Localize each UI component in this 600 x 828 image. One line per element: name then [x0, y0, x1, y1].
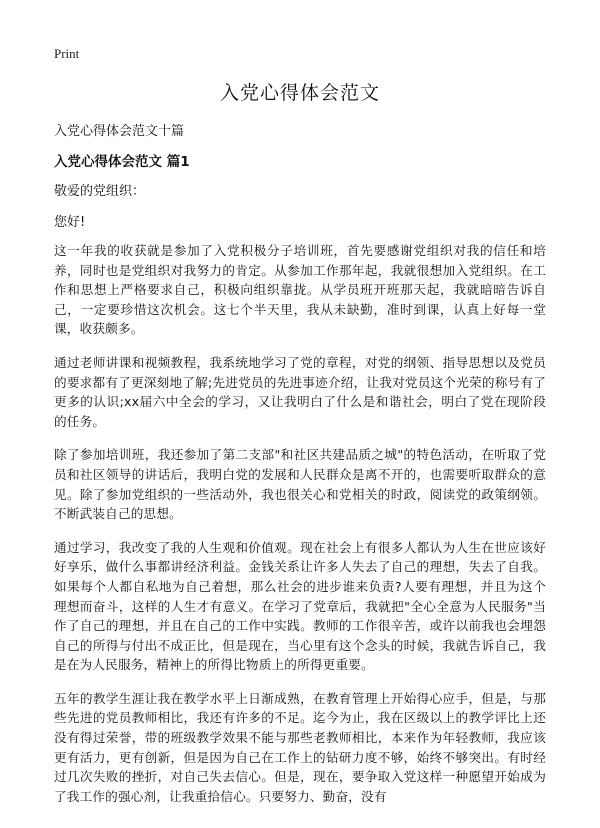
- greeting: 您好!: [54, 215, 86, 230]
- paragraph-2: 通过老师讲课和视频教程，我系统地学习了党的章程，对党的纲领、指导思想以及党员的要求都有了更深刻地了解;先进党员的先进事迹介绍，让我对党员这个光荣的称号有了更多的认识;xx届六中全会的学习，又让我明白了什么是和谐社会，明白了党在现阶段的任务。: [54, 354, 546, 429]
- body-text: [54, 241, 546, 820]
- paragraph-5: 五年的教学生涯让我在教学水平上日渐成熟，在教育管理上开始得心应手，但是，与那些先进的党员教师相比，我还有许多的不足。迄今为止，我在区级以上的教学评比上还没有得过荣誉，带的班级教学效果不能与那些老教师相比，本来作为年轻教师，我应该更有活力，更有创新，但是因为自己在工作上的钻研力度不够，始终不够突出。有时经过几次失败的挫折，对自己失去信心。但是，现在，要争取入党这样一种愿望开始成为了我工作的强心剂，让我重拾信心。只要努力、勤奋，没有: [54, 690, 546, 804]
- page-title: 入党心得体会范文: [219, 82, 380, 104]
- section-heading: 入党心得体会范文 篇1: [54, 154, 190, 170]
- print-link[interactable]: Print: [54, 46, 80, 61]
- document-subtitle: 入党心得体会范文十篇: [54, 124, 185, 139]
- paragraph-4: 通过学习，我改变了我的人生观和价值观。现在社会上有很多人都认为人生在世应该好好享乐，做什么事都讲经济利益。金钱关系让许多人失去了自己的理想，失去了自我。如果每个人都自私地为自己着想，那么社会的进步谁来负责?人要有理想，并且为这个理想而奋斗，这样的人生才有意义。在学习了党章后，我就把"全心全意为人民服务"当作了自己的理想，并且在自己的工作中实践。教师的工作很辛苦，或许以前我也会埋怨自己的所得与付出不成正比，但是现在，当心里有这个念头的时候，我就告诉自己，我是在为人民服务，精神上的所得比物质上的所得更重要。: [54, 539, 546, 673]
- paragraph-1: 这一年我的收获就是参加了入党积极分子培训班，首先要感谢党组织对我的信任和培养，同时也是党组织对我努力的肯定。从参加工作那年起，我就很想加入党组织。在工作和思想上严格要求自己，积极向组织靠拢。从学员班开班那天起，我就暗暗告诉自己，一定要珍惜这次机会。这七个半天里，我从未缺勤，准时到课，认真上好每一堂课，收获颇多。: [54, 243, 546, 337]
- paragraph-3: 除了参加培训班，我还参加了第二支部"和社区共建品质之城"的特色活动，在听取了党员和社区领导的讲话后，我明白党的发展和人民群众是离不开的，也需要听取群众的意见。除了参加党组织的一些活动外，我也很关心和党相关的时政，阅读党的政策纲领。不断武装自己的思想。: [54, 447, 546, 522]
- salutation: 敬爱的党组织：: [54, 184, 146, 199]
